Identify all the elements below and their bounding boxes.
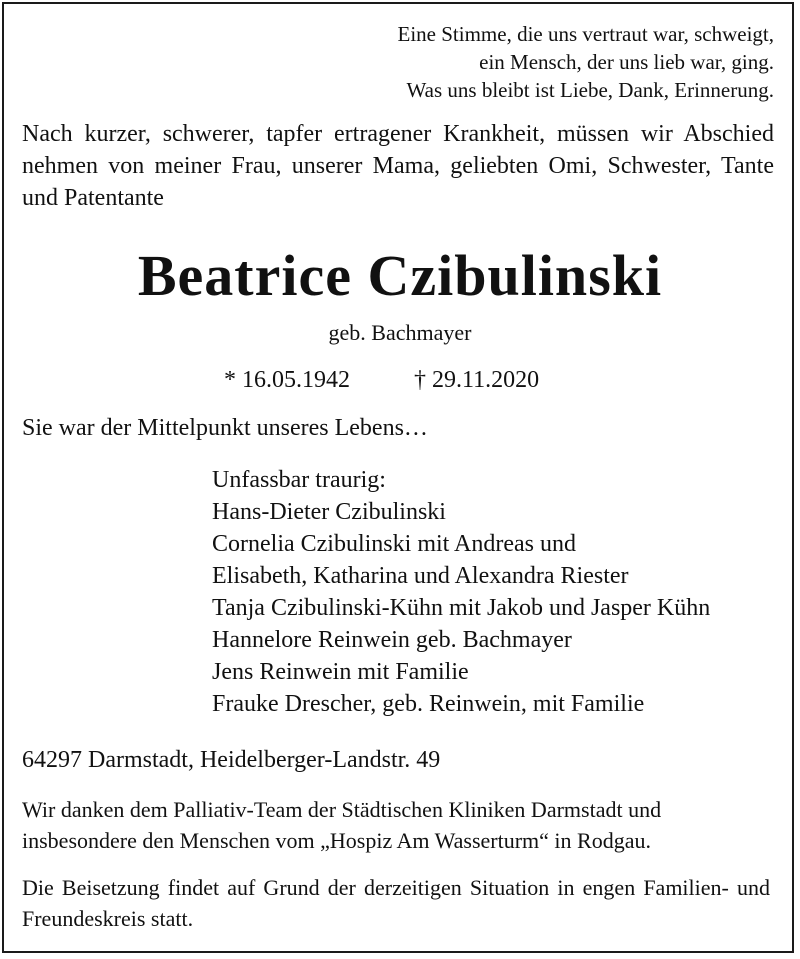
mourner-name: Elisabeth, Katharina und Alexandra Riester bbox=[212, 563, 629, 589]
birth-date: * 16.05.1942 bbox=[224, 367, 350, 393]
mourner-name: Hannelore Reinwein geb. Bachmayer bbox=[212, 627, 572, 653]
thanks-line: Wir danken dem Palliativ-Team der Städtischen Kliniken Darmstadt und bbox=[22, 797, 662, 822]
death-date: † 29.11.2020 bbox=[414, 367, 540, 393]
address: 64297 Darmstadt, Heidelberger-Landstr. 49 bbox=[22, 747, 441, 773]
mourner-name: Hans-Dieter Czibulinski bbox=[212, 499, 446, 525]
mourner-name: Frauke Drescher, geb. Reinwein, mit Familie bbox=[212, 691, 645, 717]
thanks-line: insbesondere den Menschen vom „Hospiz Am Wasserturm“ in Rodgau. bbox=[22, 828, 651, 853]
mourner-name: Tanja Czibulinski-Kühn mit Jakob und Jasper Kühn bbox=[212, 595, 711, 621]
deceased-name: Beatrice Czibulinski bbox=[137, 243, 663, 308]
maiden-name: geb. Bachmayer bbox=[328, 320, 472, 345]
poem bbox=[398, 20, 774, 104]
mourner-name: Jens Reinwein mit Familie bbox=[212, 659, 469, 685]
intro-text: Nach kurzer, schwerer, tapfer ertragener Krankheit, müssen wir Abschied nehmen von meiner Frau, unserer Mama, geliebten Omi, Schwester, Tante und Patentante bbox=[22, 121, 774, 211]
poem-line: ein Mensch, der uns lieb war, ging. bbox=[479, 50, 774, 74]
poem-line: Was uns bleibt ist Liebe, Dank, Erinnerung. bbox=[406, 78, 774, 102]
thanks-text bbox=[22, 794, 774, 856]
burial-note: Die Beisetzung findet auf Grund der derzeitigen Situation in engen Familien- und Freundeskreis statt. bbox=[22, 875, 770, 931]
tribute-line: Sie war der Mittelpunkt unseres Lebens… bbox=[22, 415, 428, 441]
poem-line: Eine Stimme, die uns vertraut war, schweigt, bbox=[397, 22, 774, 46]
mourners-heading: Unfassbar traurig: bbox=[212, 467, 386, 493]
mourners-list bbox=[212, 464, 710, 720]
mourner-name: Cornelia Czibulinski mit Andreas und bbox=[212, 531, 576, 557]
